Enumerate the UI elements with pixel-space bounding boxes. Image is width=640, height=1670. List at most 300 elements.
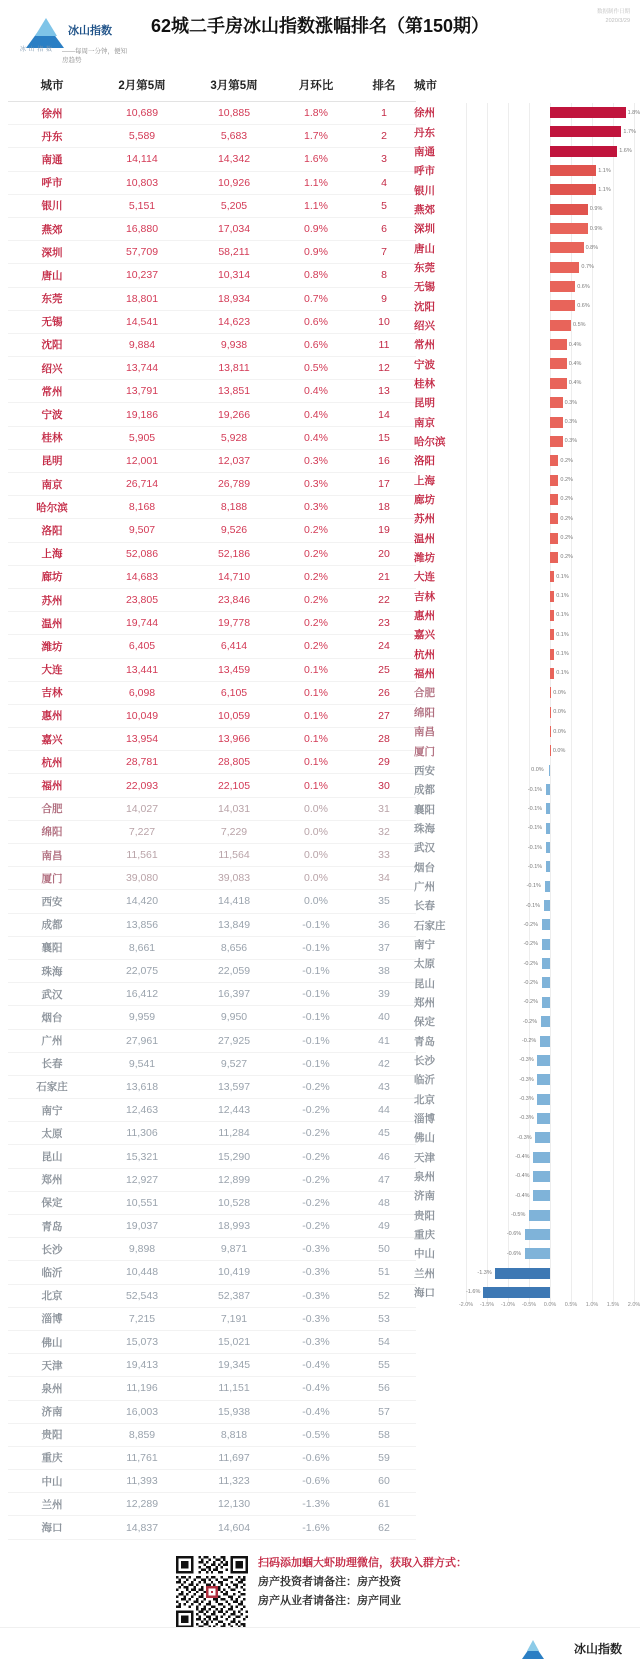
chart-bar: [533, 1152, 550, 1163]
cell-v2: 18,993: [188, 1215, 280, 1238]
chart-plot-cell: [466, 1070, 634, 1089]
chart-gridline: [592, 1186, 593, 1205]
cell-v1: 18,801: [96, 287, 188, 310]
chart-gridline: [508, 180, 509, 199]
chart-category-label: 潍坊: [414, 552, 435, 565]
qr-code[interactable]: [176, 1556, 248, 1628]
chart-gridline: [613, 277, 614, 296]
cell-v2: 19,266: [188, 403, 280, 426]
chart-plot-cell: [466, 993, 634, 1012]
chart-gridline: [529, 258, 530, 277]
cell-chg: 0.3%: [280, 449, 352, 472]
chart-category-label: 无锡: [414, 281, 435, 294]
cell-rank: 43: [352, 1075, 416, 1098]
chart-category-label: 青岛: [414, 1035, 435, 1048]
cell-rank: 30: [352, 774, 416, 797]
chart-category-label: 太原: [414, 958, 435, 971]
chart-gridline: [571, 1225, 572, 1244]
chart-category-label: 中山: [414, 1248, 435, 1261]
chart-gridline: [571, 838, 572, 857]
cell-chg: -0.2%: [280, 1075, 352, 1098]
chart-bar: [550, 358, 567, 369]
chart-gridline: [592, 1148, 593, 1167]
ranking-table: [8, 70, 416, 1540]
table-col-header-1: 2月第5周: [96, 70, 188, 102]
chart-gridline: [508, 142, 509, 161]
table-row: [8, 1191, 416, 1214]
cell-rank: 23: [352, 612, 416, 635]
cell-v2: 5,205: [188, 194, 280, 217]
table-row: [8, 1052, 416, 1075]
chart-gridline: [592, 354, 593, 373]
chart-gridline: [508, 393, 509, 412]
chart-row: [408, 780, 640, 799]
chart-gridline: [487, 935, 488, 954]
cell-chg: -0.1%: [280, 959, 352, 982]
chart-bar: [550, 552, 558, 563]
chart-gridline: [634, 1051, 635, 1070]
chart-bar: [550, 417, 563, 428]
table-row: [8, 171, 416, 194]
chart-bar: [550, 378, 567, 389]
cell-v2: 5,683: [188, 125, 280, 148]
table-row: [8, 1400, 416, 1423]
chart-gridline: [634, 625, 635, 644]
chart-gridline: [634, 1090, 635, 1109]
chart-plot-cell: [466, 625, 634, 644]
cell-v1: 11,393: [96, 1470, 188, 1493]
chart-gridline: [508, 703, 509, 722]
chart-gridline: [613, 200, 614, 219]
cell-v1: 14,114: [96, 148, 188, 171]
chart-bar: [542, 977, 550, 988]
cell-chg: -0.2%: [280, 1122, 352, 1145]
cell-chg: -0.1%: [280, 913, 352, 936]
chart-category-label: 西安: [414, 764, 435, 777]
cell-v2: 15,290: [188, 1145, 280, 1168]
chart-gridline: [571, 645, 572, 664]
cell-chg: 0.2%: [280, 612, 352, 635]
cell-v2: 7,229: [188, 820, 280, 843]
chart-row: [408, 683, 640, 702]
chart-gridline: [613, 471, 614, 490]
cell-v1: 52,543: [96, 1284, 188, 1307]
chart-gridline: [571, 587, 572, 606]
chart-gridline: [613, 567, 614, 586]
cell-v1: 5,905: [96, 426, 188, 449]
chart-gridline: [550, 1051, 551, 1070]
chart-row: [408, 335, 640, 354]
chart-gridline: [592, 799, 593, 818]
cell-city: 贵阳: [8, 1423, 96, 1446]
chart-bar: [550, 745, 551, 756]
chart-gridline: [487, 896, 488, 915]
chart-gridline: [508, 548, 509, 567]
chart-bar-value-label: 0.8%: [585, 244, 599, 251]
cell-chg: -1.6%: [280, 1516, 352, 1539]
cell-city: 重庆: [8, 1446, 96, 1469]
cell-v2: 13,597: [188, 1075, 280, 1098]
cell-v2: 13,849: [188, 913, 280, 936]
chart-gridline: [592, 1051, 593, 1070]
chart-gridline: [634, 219, 635, 238]
cell-v1: 52,086: [96, 542, 188, 565]
chart-category-label: 南宁: [414, 938, 435, 951]
chart-gridline: [634, 471, 635, 490]
chart-gridline: [592, 567, 593, 586]
chart-gridline: [571, 1090, 572, 1109]
chart-gridline: [487, 954, 488, 973]
cell-chg: 0.4%: [280, 380, 352, 403]
chart-plot-cell: [466, 799, 634, 818]
chart-gridline: [529, 587, 530, 606]
chart-gridline: [466, 258, 467, 277]
chart-bar-value-label: 0.6%: [577, 283, 590, 290]
chart-row: [408, 548, 640, 567]
chart-gridline: [550, 1012, 551, 1031]
cell-rank: 8: [352, 264, 416, 287]
chart-gridline: [592, 741, 593, 760]
chart-gridline: [487, 1186, 488, 1205]
chart-row: [408, 451, 640, 470]
chart-gridline: [466, 1148, 467, 1167]
chart-bar-value-label: 0.5%: [573, 322, 586, 329]
chart-column-header: [408, 70, 640, 103]
chart-plot-cell: [466, 838, 634, 857]
chart-plot-cell: [466, 103, 640, 122]
chart-bar: [546, 784, 550, 795]
chart-gridline: [466, 529, 467, 548]
cell-chg: -0.3%: [280, 1261, 352, 1284]
chart-gridline: [613, 1090, 614, 1109]
chart-gridline: [508, 529, 509, 548]
cell-rank: 62: [352, 1516, 416, 1539]
cell-v1: 9,507: [96, 519, 188, 542]
chart-gridline: [487, 1225, 488, 1244]
table-row: [8, 1168, 416, 1191]
cell-rank: 47: [352, 1168, 416, 1191]
chart-plot-cell: [466, 1012, 634, 1031]
chart-plot-cell: [466, 1032, 634, 1051]
cell-v1: 10,803: [96, 171, 188, 194]
cell-city: 珠海: [8, 959, 96, 982]
chart-bar-value-label: -0.1%: [527, 786, 543, 793]
cell-city: 潍坊: [8, 635, 96, 658]
cell-v2: 14,418: [188, 890, 280, 913]
chart-category-label: 淄博: [414, 1113, 435, 1126]
cell-v1: 13,744: [96, 357, 188, 380]
data-stamp: [597, 8, 630, 26]
chart-bar-value-label: -0.1%: [527, 805, 543, 812]
cell-city: 武汉: [8, 983, 96, 1006]
chart-gridline: [487, 587, 488, 606]
chart-gridline: [487, 1128, 488, 1147]
chart-plot-cell: [466, 587, 634, 606]
chart-gridline: [634, 703, 635, 722]
chart-gridline: [487, 219, 488, 238]
chart-gridline: [487, 1167, 488, 1186]
chart-gridline: [508, 625, 509, 644]
chart-x-tick: 1.0%: [585, 1302, 599, 1309]
chart-bar-value-label: -0.3%: [519, 1076, 534, 1083]
cell-rank: 2: [352, 125, 416, 148]
chart-gridline: [613, 1109, 614, 1128]
chart-gridline: [508, 1128, 509, 1147]
chart-gridline: [613, 180, 614, 199]
cell-chg: -1.3%: [280, 1493, 352, 1516]
chart-gridline: [571, 567, 572, 586]
chart-plot-cell: [466, 761, 634, 780]
cell-v1: 16,412: [96, 983, 188, 1006]
chart-gridline: [466, 1128, 467, 1147]
cell-rank: 9: [352, 287, 416, 310]
chart-gridline: [529, 606, 530, 625]
chart-gridline: [508, 877, 509, 896]
chart-gridline: [634, 741, 635, 760]
chart-category-label: 常州: [414, 339, 435, 352]
chart-gridline: [634, 973, 635, 992]
chart-plot-cell: [466, 606, 634, 625]
chart-gridline: [571, 1186, 572, 1205]
table-row: [8, 1493, 416, 1516]
chart-gridline: [592, 1090, 593, 1109]
cell-rank: 36: [352, 913, 416, 936]
cell-city: 佛山: [8, 1330, 96, 1353]
chart-gridline: [592, 296, 593, 315]
chart-plot-cell: [466, 490, 634, 509]
chart-bar-value-label: -0.4%: [515, 1192, 530, 1199]
chart-gridline: [508, 413, 509, 432]
stamp-line-2: 2020/3/29: [605, 17, 630, 24]
cell-chg: 0.2%: [280, 565, 352, 588]
cell-rank: 48: [352, 1191, 416, 1214]
cell-chg: -0.3%: [280, 1238, 352, 1261]
chart-row: [408, 1012, 640, 1031]
chart-bar-value-label: 0.1%: [556, 612, 569, 619]
chart-bar-value-label: -0.1%: [527, 844, 543, 851]
chart-gridline: [592, 722, 593, 741]
cell-v2: 13,966: [188, 728, 280, 751]
chart-gridline: [487, 799, 488, 818]
brand-name: 冰山指数: [68, 25, 112, 37]
chart-row: [408, 1148, 640, 1167]
chart-gridline: [613, 1032, 614, 1051]
chart-gridline: [487, 741, 488, 760]
cell-chg: 0.4%: [280, 426, 352, 449]
chart-gridline: [571, 1206, 572, 1225]
chart-plot-cell: [466, 645, 634, 664]
chart-gridline: [508, 896, 509, 915]
chart-gridline: [529, 683, 530, 702]
chart-gridline: [466, 683, 467, 702]
cell-rank: 44: [352, 1099, 416, 1122]
chart-category-label: 合肥: [414, 687, 435, 700]
chart-plot-cell: [466, 896, 634, 915]
chart-bar-value-label: 1.1%: [598, 186, 611, 193]
chart-row: [408, 799, 640, 818]
chart-gridline: [487, 857, 488, 876]
chart-gridline: [613, 973, 614, 992]
chart-category-label: 临沂: [414, 1074, 435, 1087]
chart-gridline: [508, 1167, 509, 1186]
cell-city: 廊坊: [8, 565, 96, 588]
chart-row: [408, 1070, 640, 1089]
table-row: [8, 1215, 416, 1238]
chart-bar: [550, 281, 575, 292]
cell-v1: 11,306: [96, 1122, 188, 1145]
table-row: [8, 449, 416, 472]
cell-chg: 0.5%: [280, 357, 352, 380]
chart-gridline: [613, 219, 614, 238]
chart-bar: [483, 1287, 550, 1298]
chart-gridline: [529, 471, 530, 490]
chart-category-label: 泉州: [414, 1171, 435, 1184]
chart-category-label: 唐山: [414, 242, 435, 255]
cell-city: 洛阳: [8, 519, 96, 542]
cell-v2: 14,623: [188, 310, 280, 333]
cell-rank: 39: [352, 983, 416, 1006]
chart-plot-cell: [466, 471, 634, 490]
cell-v1: 16,003: [96, 1400, 188, 1423]
chart-category-label: 呼市: [414, 165, 435, 178]
chart-category-label: 北京: [414, 1093, 435, 1106]
chart-gridline: [487, 413, 488, 432]
chart-gridline: [466, 722, 467, 741]
cell-city: 南通: [8, 148, 96, 171]
chart-gridline: [592, 606, 593, 625]
chart-gridline: [634, 819, 635, 838]
chart-gridline: [592, 316, 593, 335]
cell-city: 郑州: [8, 1168, 96, 1191]
cell-v2: 18,934: [188, 287, 280, 310]
chart-category-label: 兰州: [414, 1267, 435, 1280]
chart-gridline: [613, 935, 614, 954]
chart-gridline: [571, 877, 572, 896]
chart-row: [408, 354, 640, 373]
cell-city: 兰州: [8, 1493, 96, 1516]
chart-bar: [541, 1016, 550, 1027]
chart-gridline: [571, 915, 572, 934]
chart-gridline: [529, 664, 530, 683]
chart-category-label: 徐州: [414, 107, 435, 120]
cell-v1: 14,683: [96, 565, 188, 588]
footer-brand-name: 冰山指数: [573, 1641, 622, 1656]
table-row: [8, 728, 416, 751]
chart-category-label: 广州: [414, 880, 435, 893]
chart-category-label: 海口: [414, 1287, 435, 1300]
cell-chg: -0.3%: [280, 1307, 352, 1330]
cell-rank: 37: [352, 936, 416, 959]
chart-gridline: [634, 316, 635, 335]
chart-x-tick: -1.0%: [500, 1302, 516, 1309]
cell-rank: 61: [352, 1493, 416, 1516]
chart-gridline: [508, 1206, 509, 1225]
cell-rank: 10: [352, 310, 416, 333]
chart-bar-value-label: 1.6%: [619, 148, 632, 155]
chart-bar: [550, 339, 567, 350]
cell-chg: -0.1%: [280, 983, 352, 1006]
chart-gridline: [592, 471, 593, 490]
cell-chg: 0.1%: [280, 774, 352, 797]
chart-gridline: [550, 1186, 551, 1205]
cell-rank: 46: [352, 1145, 416, 1168]
cell-v2: 14,031: [188, 797, 280, 820]
chart-plot-cell: [466, 877, 634, 896]
cell-rank: 14: [352, 403, 416, 426]
cell-v1: 12,463: [96, 1099, 188, 1122]
chart-gridline: [508, 432, 509, 451]
cell-v2: 13,811: [188, 357, 280, 380]
chart-gridline: [592, 413, 593, 432]
cell-city: 深圳: [8, 241, 96, 264]
cell-city: 无锡: [8, 310, 96, 333]
cell-chg: 0.2%: [280, 519, 352, 542]
chart-plot-cell: [466, 664, 634, 683]
chart-bar: [542, 939, 550, 950]
chart-gridline: [487, 103, 488, 122]
chart-gridline: [487, 238, 488, 257]
cell-v2: 28,805: [188, 751, 280, 774]
page-header: [0, 0, 640, 70]
table-row: [8, 241, 416, 264]
chart-gridline: [613, 587, 614, 606]
chart-bar: [537, 1074, 550, 1085]
cell-rank: 25: [352, 658, 416, 681]
chart-gridline: [634, 354, 635, 373]
cell-chg: -0.2%: [280, 1145, 352, 1168]
cell-rank: 54: [352, 1330, 416, 1353]
chart-gridline: [613, 393, 614, 412]
chart-gridline: [487, 780, 488, 799]
chart-category-label: 保定: [414, 1016, 435, 1029]
chart-gridline: [592, 1244, 593, 1263]
chart-gridline: [550, 1225, 551, 1244]
chart-gridline: [634, 838, 635, 857]
chart-bar-value-label: -0.2%: [523, 960, 538, 967]
chart-gridline: [592, 393, 593, 412]
chart-gridline: [508, 838, 509, 857]
table-row: [8, 751, 416, 774]
chart-gridline: [466, 509, 467, 528]
chart-category-label: 杭州: [414, 648, 435, 661]
chart-bar: [545, 881, 550, 892]
chart-plot-cell: [466, 1206, 634, 1225]
chart-gridline: [466, 838, 467, 857]
cell-v2: 8,818: [188, 1423, 280, 1446]
cell-city: 青岛: [8, 1215, 96, 1238]
chart-gridline: [571, 1012, 572, 1031]
cell-rank: 26: [352, 681, 416, 704]
cell-v2: 7,191: [188, 1307, 280, 1330]
chart-bar: [550, 397, 563, 408]
chart-gridline: [508, 103, 509, 122]
chart-gridline: [466, 180, 467, 199]
cell-v2: 10,419: [188, 1261, 280, 1284]
chart-x-tick: 0.0%: [543, 1302, 557, 1309]
chart-bar: [550, 242, 584, 253]
cell-rank: 40: [352, 1006, 416, 1029]
cell-v1: 15,073: [96, 1330, 188, 1353]
chart-gridline: [487, 161, 488, 180]
chart-bar-value-label: -0.1%: [525, 902, 541, 909]
chart-gridline: [613, 1186, 614, 1205]
cell-chg: 0.1%: [280, 751, 352, 774]
chart-gridline: [508, 993, 509, 1012]
chart-category-label: 哈尔滨: [414, 436, 446, 449]
chart-bar-value-label: -0.3%: [519, 1115, 534, 1122]
chart-gridline: [613, 664, 614, 683]
cell-chg: 0.4%: [280, 403, 352, 426]
